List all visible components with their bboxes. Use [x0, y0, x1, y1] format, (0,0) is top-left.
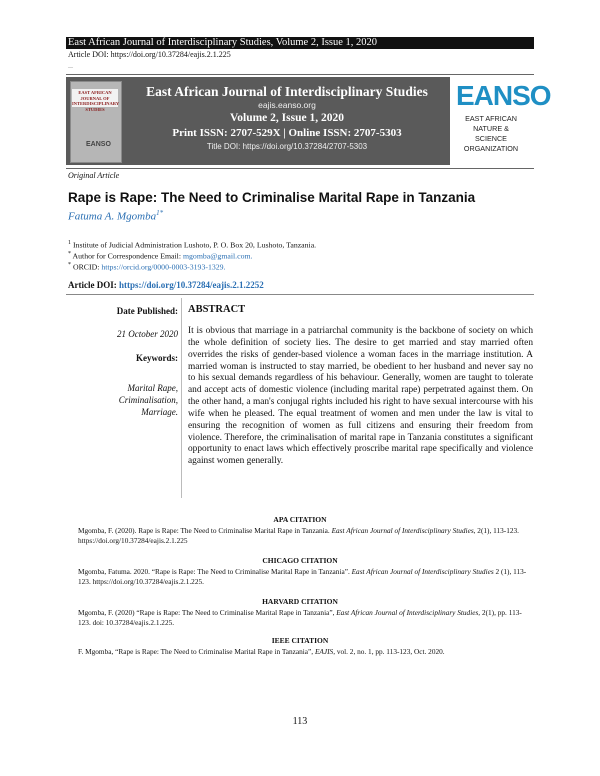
citation-text: , vol. 2, no. 1, pp. 113-123, Oct. 2020.	[333, 647, 445, 656]
citation-text: F. Mgomba, “Rape is Rape: The Need to Criminalise Marital Rape in Tanzania”,	[78, 647, 315, 656]
author-name[interactable]	[68, 209, 163, 223]
banner-volume: Volume 2, Issue 1, 2020	[230, 112, 344, 124]
affil-text: Institute of Judicial Administration Lushoto, P. O. Box 20, Lushoto, Tanzania.	[71, 240, 317, 250]
org-line-1: EAST AFRICAN	[465, 114, 517, 123]
banner-title-doi[interactable]: Title DOI: https://doi.org/10.37284/2707-5303	[206, 142, 368, 151]
citation-text: Mgomba, F. (2020). Rape is Rape: The Need to Criminalise Marital Rape in Tanzania.	[78, 526, 332, 535]
chicago-citation	[78, 567, 533, 587]
cover-logo: EANSO	[86, 141, 111, 148]
page-number: 113	[292, 716, 308, 727]
affil-sup: *	[68, 262, 71, 268]
doi-label: Article DOI:	[68, 280, 119, 290]
author-text: Fatuma A. Mgomba	[68, 210, 157, 223]
keywords-list	[66, 382, 178, 418]
citation-journal: EAJIS	[314, 647, 334, 656]
ieee-citation-heading: IEEE CITATION	[271, 636, 329, 645]
apa-citation	[78, 526, 533, 546]
keyword: Marriage.	[141, 407, 178, 417]
chicago-citation-heading: CHICAGO CITATION	[262, 556, 338, 565]
citation-journal: East African Journal of Interdisciplinary Studies,	[331, 526, 476, 535]
email-link[interactable]: mgomba@gmail.com.	[182, 251, 253, 261]
banner-website[interactable]: eajis.eanso.org	[258, 100, 316, 110]
eanso-logo-icon: EANSO	[456, 80, 551, 111]
citation-journal: East African Journal of Interdisciplinary Studies	[351, 567, 494, 576]
article-doi-header[interactable]: Article DOI: https://doi.org/10.37284/eajis.2.1.225	[68, 50, 231, 59]
keywords-label: Keywords:	[136, 353, 178, 363]
keyword: Criminalisation,	[118, 395, 178, 405]
article-doi	[68, 280, 264, 290]
banner-issn: Print ISSN: 2707-529X | Online ISSN: 2707-5303	[172, 127, 402, 139]
column-divider	[181, 298, 182, 498]
banner-journal-title: East African Journal of Interdisciplinary Studies	[146, 84, 428, 99]
doi-link[interactable]: https://doi.org/10.37284/eajis.2.1.2252	[118, 280, 264, 290]
affil-sup: 1	[68, 240, 71, 246]
article-title: Rape is Rape: The Need to Criminalise Marital Rape in Tanzania	[68, 190, 476, 205]
harvard-citation	[78, 608, 533, 628]
org-line-2: NATURE &	[473, 124, 509, 133]
citation-text: Mgomba, F. (2020) “Rape is Rape: The Need to Criminalise Marital Rape in Tanzania”,	[78, 608, 337, 617]
cover-title-text: EAST AFRICAN JOURNAL OF INTERDISCIPLINARY STUDIES	[72, 90, 120, 112]
apa-citation-heading: APA CITATION	[273, 515, 327, 524]
citation-text: 2(1), 113-123. https://doi.org/10.37284/eajis.2.1.225	[78, 526, 519, 545]
ieee-citation	[78, 647, 533, 657]
header-divider	[66, 74, 534, 75]
citation-text: Mgomba, Fatuma. 2020. “Rape is Rape: The Need to Criminalise Marital Rape in Tanzania”.	[78, 567, 352, 576]
date-label: Date Published:	[116, 306, 178, 316]
section-divider	[66, 294, 534, 295]
journal-header-text: East African Journal of Interdisciplinary Studies, Volume 2, Issue 1, 2020	[68, 37, 378, 48]
header-mark: —	[68, 66, 73, 71]
eanso-org-name	[452, 114, 530, 154]
affil-text: Author for Correspondence Email:	[71, 251, 183, 261]
abstract-text: It is obvious that marriage in a patriarchal community is the backbone of society on which the whole definition of society lies. The desire to get married and stay married often overrides the risks of gender-based violence a woman faces in the marriage institution. A married woman is instructed to stay married, be obedient to her husband and never say no to his sexual demands regardless of his behaviour. Generally, women are taught to tolerate and accept acts of domestic violence (including marital rape) perpetrated against them. On the other hand, a man's conjugal rights included his right to have sexual intercourse with his wife when he pleased. The equal treatment of women and men under the law is vital to ensuring the recognition of women as full citizens and ensuring their freedom from violence. Therefore, the criminalisation of marital rape in Tanzania constitutes a significant opportunity to enact laws which effectively proscribe marital rape specifically and violence against women generally.	[188, 326, 533, 467]
citation-text: 2(1), pp. 113-123. doi: 10.37284/eajis.2.1.225.	[78, 608, 522, 627]
author-sup: 1*	[156, 209, 164, 217]
affiliation-orcid	[68, 260, 226, 273]
date-value: 21 October 2020	[117, 329, 178, 339]
affil-sup: *	[68, 251, 71, 257]
orcid-link[interactable]: https://orcid.org/0000-0003-3193-1329.	[101, 262, 226, 272]
citation-text: 2 (1), 113-123. https://doi.org/10.37284/eajis.2.1.225.	[78, 567, 527, 586]
keyword: Marital Rape,	[127, 383, 178, 393]
affil-text: ORCID:	[71, 262, 102, 272]
article-type: Original Article	[68, 171, 120, 180]
org-line-4: ORGANIZATION	[463, 144, 519, 153]
abstract-heading: ABSTRACT	[188, 304, 246, 315]
org-line-3: SCIENCE	[475, 134, 507, 143]
banner-divider	[66, 168, 534, 169]
harvard-citation-heading: HARVARD CITATION	[262, 597, 338, 606]
citation-journal: East African Journal of Interdisciplinary Studies,	[336, 608, 481, 617]
